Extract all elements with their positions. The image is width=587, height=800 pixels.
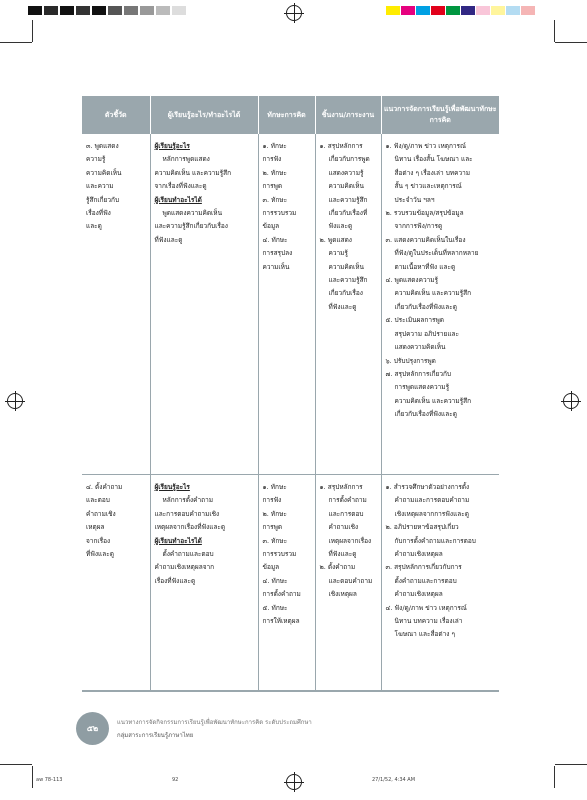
cell-line: ๔. ตั้งคำถาม — [86, 483, 123, 491]
cell-line: คำถามเชิง — [86, 509, 116, 518]
cell-line: ๓. แสดงความคิดเห็นในเรื่อง — [385, 235, 466, 244]
cell-line: คำถามและการตอบคำถาม — [394, 496, 470, 505]
cell-line: ๓. ทักษะ — [262, 536, 288, 545]
cell-line: สั้น ๆ ข่าวและเหตุการณ์ — [394, 182, 462, 191]
approach-cell — [381, 475, 499, 692]
cell-line: ความคิดเห็น และความรู้สึก — [154, 168, 232, 177]
cell-line: กับการตั้งคำถามและการตอบ — [394, 536, 476, 545]
cell-line: ๔. ฟัง/ดู/ภาพ ข่าว เหตุการณ์ — [385, 603, 467, 612]
page-number-badge — [76, 712, 109, 745]
table-row — [82, 475, 499, 692]
cell-line: ความเห็น — [262, 262, 290, 271]
cell-line: แสดงความรู้ — [328, 168, 364, 177]
cell-line: การให้เหตุผล — [262, 617, 300, 626]
cell-line: เหตุผลจากเรื่อง — [328, 536, 372, 545]
subject-group: กลุ่มสาระการเรียนรู้ภาษาไทย — [117, 732, 194, 739]
cell-line: การฟัง — [262, 155, 282, 164]
cell-line: เกี่ยวกับการพูด — [328, 155, 370, 164]
cell-line: เชิงเหตุผลจากการฟังและดู — [394, 509, 469, 518]
cell-line: ที่ฟังและดู — [328, 550, 357, 559]
cell-line: ๒. ทักษะ — [262, 168, 287, 177]
cell-line: การพูด — [262, 182, 283, 191]
cell-line: จากเรื่องที่ฟังและดู — [154, 182, 207, 191]
cell-line: คำถามเชิง — [328, 523, 359, 532]
cell-line: ๓. พูดแสดง — [86, 142, 119, 150]
cell-line: นิทาน บทความ เรื่องเล่า — [394, 617, 463, 626]
cell-line: และการตอบคำถามเชิง — [154, 509, 220, 518]
cell-line: ๕. ทักษะ — [262, 603, 288, 612]
approach-cell — [381, 134, 499, 475]
cell-line: การรวบรวม — [262, 209, 297, 218]
cell-line: และความ — [86, 182, 114, 191]
cell-line: ตั้งคำถามและตอบ — [162, 550, 214, 559]
cell-line: การฟัง — [262, 496, 282, 505]
cell-line: คำถามเชิงเหตุผล — [394, 590, 443, 599]
page-number: ๕๒ — [86, 724, 99, 733]
cell-line: และตอบคำถาม — [328, 576, 373, 585]
cell-line: ๑. สรุปหลักการ — [319, 142, 363, 150]
cell-line: เหตุผลจากเรื่องที่ฟังและดู — [154, 523, 226, 532]
slug-page: 92 — [172, 777, 179, 783]
work-cell — [315, 134, 381, 475]
registration-mark-left-icon — [7, 393, 23, 409]
cell-line: ความคิดเห็น — [328, 182, 364, 191]
slug-file: aw 78-113 — [36, 777, 63, 783]
cell-line: ที่ฟัง/ดูในประเด็นที่หลากหลาย — [394, 249, 479, 258]
cell-line: ๓. ทักษะ — [262, 195, 288, 204]
cell-line: เกี่ยวกับเรื่อง — [328, 289, 363, 298]
cell-line: ๒. ตั้งคำถาม — [319, 563, 356, 572]
cell-line: หลักการตั้งคำถาม — [162, 496, 214, 505]
registration-mark-top-icon — [286, 5, 302, 21]
cell-line: ๒. รวบรวมข้อมูล/สรุปข้อมูล — [385, 209, 464, 218]
cell-line: และความรู้สึก — [328, 195, 368, 204]
learning-cell — [150, 475, 258, 692]
cell-line: ตามเนื้อหาที่ฟัง และดู — [394, 262, 456, 271]
work-cell — [315, 475, 381, 692]
indicator-cell — [82, 475, 150, 692]
cell-line: ที่ฟังและดู — [86, 550, 114, 559]
cell-line: ความรู้ — [86, 155, 106, 164]
cell-line: สื่อต่าง ๆ เรื่องเล่า บทความ — [394, 168, 471, 177]
skills-cell — [258, 134, 315, 475]
cell-line: ผู้เรียนรู้อะไร — [154, 483, 190, 491]
header-learning: ผู้เรียนรู้อะไร/ทำอะไรได้ — [150, 96, 258, 134]
cell-line: ข้อมูล — [262, 222, 280, 231]
table-header-row — [82, 96, 499, 134]
cell-line: และตอบ — [86, 496, 110, 505]
cell-line: และความรู้สึก — [328, 276, 368, 285]
indicator-cell — [82, 134, 150, 475]
cell-line: หลักการพูดแสดง — [162, 155, 210, 164]
cell-line: คำถามเชิงเหตุผลจาก — [154, 563, 215, 572]
cell-line: การตั้งคำถาม — [328, 496, 367, 505]
book-title: แนวทางการจัดกิจกรรมการเรียนรู้เพื่อพัฒนาทักษะการคิด ระดับประถมศึกษา — [117, 719, 312, 726]
cell-line: ความรู้ — [328, 249, 348, 258]
header-work: ชิ้นงาน/ภาระงาน — [315, 96, 381, 134]
cell-line: โฆษณา และสื่อต่าง ๆ — [394, 630, 455, 639]
cell-line: ความคิดเห็น และความรู้สึก — [394, 289, 472, 298]
cell-line: จากการฟัง/การดู — [394, 222, 443, 231]
cell-line: และดู — [86, 222, 102, 231]
cell-line: ๑. สรุปหลักการ — [319, 483, 363, 491]
cell-line: สรุปความ อภิปรายและ — [394, 329, 460, 338]
cell-line: ผู้เรียนรู้อะไร — [154, 142, 190, 150]
cell-line: ผู้เรียนทำอะไรได้ — [154, 195, 202, 204]
cell-line: ๑. ทักษะ — [262, 142, 287, 150]
cell-line: ๔. ทักษะ — [262, 576, 288, 585]
learning-table — [82, 96, 499, 692]
cell-line: เกี่ยวกับเรื่องที่ฟังและดู — [394, 302, 457, 311]
cell-line: ๒. พูดแสดง — [319, 235, 352, 244]
cell-line: ประจำวัน ฯลฯ — [394, 195, 435, 204]
header-thinking-skills: ทักษะการคิด — [258, 96, 315, 134]
cell-line: เกี่ยวกับเรื่องที่ฟังและดู — [394, 410, 457, 419]
cell-line: ๔. พูดแสดงความรู้ — [385, 276, 439, 285]
header-approach: แนวการจัดการเรียนรู้เพื่อพัฒนาทักษะการคิด — [381, 96, 499, 134]
cell-line: แสดงความคิดเห็น — [394, 343, 446, 352]
learning-cell — [150, 134, 258, 475]
cell-line: เชิงเหตุผล — [328, 590, 357, 599]
cell-line: ๑. ทักษะ — [262, 483, 287, 491]
cell-line: ๗. สรุปหลักการเกี่ยวกับ — [385, 369, 452, 378]
cell-line: ๓. สรุปหลักการเกี่ยวกับการ — [385, 563, 462, 572]
cell-line: การพูดแสดงความรู้ — [394, 383, 450, 392]
cell-line: คำถามเชิงเหตุผล — [394, 550, 443, 559]
cell-line: จากเรื่อง — [86, 536, 111, 545]
cell-line: ที่ฟังและดู — [328, 302, 357, 311]
cell-line: ข้อมูล — [262, 563, 280, 572]
cell-line: ฟังและดู — [328, 222, 353, 231]
skills-cell — [258, 475, 315, 692]
cell-line: เรื่องที่ฟังและดู — [154, 576, 196, 585]
cell-line: ๑. ฟัง/ดู/ภาพ ข่าว เหตุการณ์ — [385, 142, 467, 150]
cell-line: ที่ฟังและดู — [154, 235, 183, 244]
cell-line: การรวบรวม — [262, 550, 297, 559]
table-row — [82, 134, 499, 475]
header-indicator: ตัวชี้วัด — [82, 96, 150, 134]
cell-line: และความรู้สึกเกี่ยวกับเรื่อง — [154, 222, 228, 231]
registration-mark-right-icon — [563, 393, 579, 409]
slug-timestamp: 27/1/52, 4:34 AM — [372, 777, 416, 783]
cell-line: เรื่องที่ฟัง — [86, 209, 111, 218]
cell-line: ผู้เรียนทำอะไรได้ — [154, 536, 202, 545]
cell-line: เกี่ยวกับเรื่องที่ — [328, 209, 368, 218]
cell-line: และการตอบ — [328, 509, 364, 518]
cell-line: การพูด — [262, 523, 283, 532]
cell-line: นิทาน เรื่องสั้น โฆษณา และ — [394, 155, 473, 164]
cell-line: ๕. ประเมินผลการพูด — [385, 316, 444, 325]
cell-line: ๑. สำรวจศึกษาตัวอย่างการตั้ง — [385, 483, 470, 491]
cell-line: การสรุปลง — [262, 249, 293, 258]
cell-line: ความคิดเห็น — [86, 168, 122, 177]
cell-line: รู้สึกเกี่ยวกับ — [86, 195, 120, 204]
cell-line: ความคิดเห็น และความรู้สึก — [394, 396, 472, 405]
cell-line: เหตุผล — [86, 523, 105, 532]
cell-line: การตั้งคำถาม — [262, 590, 301, 599]
cell-line: ความคิดเห็น — [328, 262, 364, 271]
cell-line: ๒. ทักษะ — [262, 509, 287, 518]
cell-line: ๔. ทักษะ — [262, 235, 288, 244]
cell-line: ๖. ปรับปรุงการพูด — [385, 356, 436, 365]
cell-line: ตั้งคำถามและการตอบ — [394, 576, 457, 585]
registration-mark-bottom-icon — [286, 774, 302, 790]
cell-line: พูดแสดงความคิดเห็น — [162, 209, 223, 218]
cell-line: ๒. อภิปรายหาข้อสรุปเกี่ยว — [385, 523, 459, 532]
